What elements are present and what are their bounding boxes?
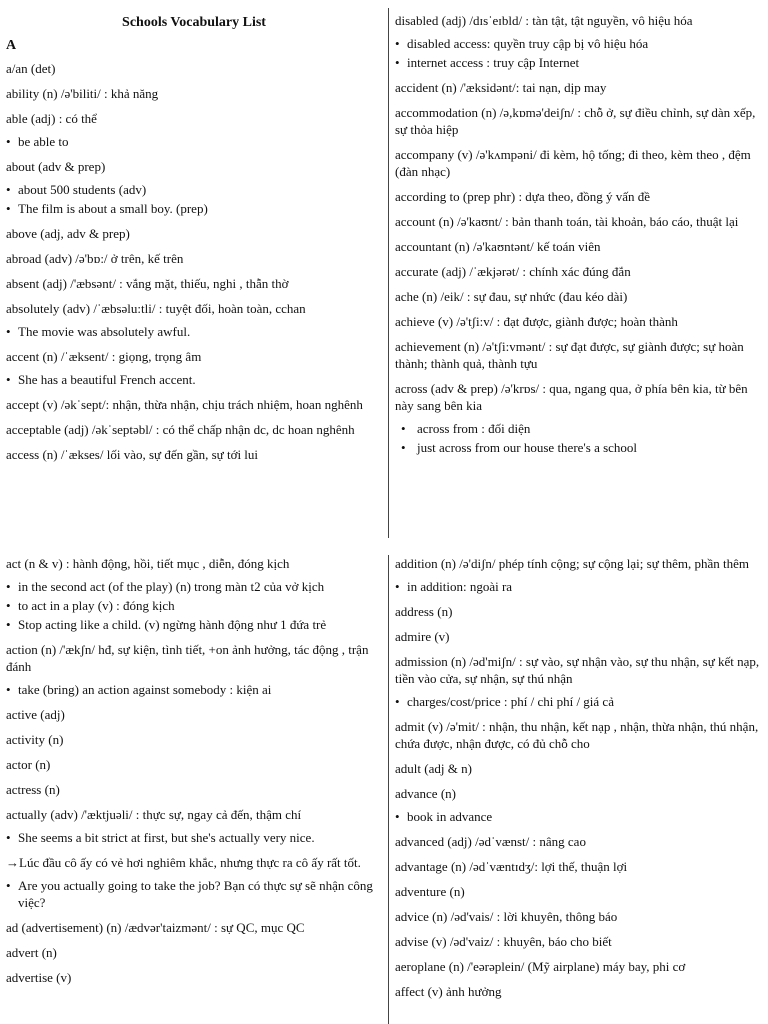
entry-list xyxy=(6,60,382,463)
example-list xyxy=(395,35,764,71)
example-list xyxy=(395,420,764,456)
example-item: • Are you actually going to take the job? Bạn có thực sự sẽ nhận công việc? xyxy=(6,877,382,911)
vocab-entry: activity (n) xyxy=(6,732,64,747)
vocab-entry: active (adj) xyxy=(6,707,65,722)
vocab-entry: about (adv & prep) xyxy=(6,159,106,174)
example-list xyxy=(6,681,382,698)
vocab-entry: advance (n) xyxy=(395,786,456,801)
vocab-entry: admire (v) xyxy=(395,629,450,644)
entry-list xyxy=(395,12,764,456)
example-item: • She seems a bit strict at first, but she's actually very nice. xyxy=(6,829,382,846)
vocab-entry: adventure (n) xyxy=(395,884,465,899)
example-item: • internet access : truy cập Internet xyxy=(395,54,764,71)
example-item: • disabled access: quyền truy cập bị vô hiệu hóa xyxy=(395,35,764,52)
example-item: • charges/cost/price : phí / chi phí / giá cả xyxy=(395,693,764,710)
vocab-entry: advanced (adj) /ədˈvænst/ : nâng cao xyxy=(395,834,586,849)
example-item: • about 500 students (adv) xyxy=(6,181,382,198)
example-item: • The film is about a small boy. (prep) xyxy=(6,200,382,217)
vocab-entry: admit (v) /ə'mit/ : nhận, thu nhận, kết nạp , nhận, thừa nhận, thú nhận, chứa được, nhận được, có đủ chỗ cho xyxy=(395,719,759,751)
bottom-left-column xyxy=(0,555,388,1024)
page-title: Schools Vocabulary List xyxy=(122,15,266,30)
vocab-entry: advantage (n) /ədˈvæntɪdʒ/: lợi thế, thuận lợi xyxy=(395,859,628,874)
vocab-entry: accompany (v) /ə'kʌmpəni/ đi kèm, hộ tống; đi theo, kèm theo , đệm (đàn nhạc) xyxy=(395,147,751,179)
example-item: • She has a beautiful French accent. xyxy=(6,371,382,388)
vocab-entry: advice (n) /əd'vais/ : lời khuyên, thông báo xyxy=(395,909,618,924)
top-right-column xyxy=(388,8,768,538)
vocab-entry: action (n) /'ækʃn/ hđ, sự kiện, tình tiết, +on ảnh hưởng, tác động , trận đánh xyxy=(6,642,369,674)
example-item: • just across from our house there's a school xyxy=(395,439,764,456)
example-list xyxy=(6,877,382,911)
example-list xyxy=(6,181,382,217)
example-item: • The movie was absolutely awful. xyxy=(6,323,382,340)
vocab-entry: advise (v) /əd'vaiz/ : khuyên, báo cho biết xyxy=(395,934,612,949)
example-item: • Stop acting like a child. (v) ngừng hành động như 1 đứa trẻ xyxy=(6,616,382,633)
example-list xyxy=(6,371,382,388)
example-list xyxy=(6,133,382,150)
example-item: • book in advance xyxy=(395,808,764,825)
vocab-entry: aeroplane (n) /'eərəplein/ (Mỹ airplane) máy bay, phi cơ xyxy=(395,959,686,974)
vocab-entry: →Lúc đầu cô ấy có vẻ hơi nghiêm khắc, nhưng thực ra cô ấy rất tốt. xyxy=(6,855,361,870)
vocab-entry: across (adv & prep) /ə'krɒs/ : qua, ngang qua, ở phía bên kia, từ bên này sang bên kia xyxy=(395,381,748,413)
vocab-entry: actor (n) xyxy=(6,757,51,772)
vocab-entry: able (adj) : có thể xyxy=(6,111,97,126)
vocab-entry: ability (n) /ə'biliti/ : khả năng xyxy=(6,86,159,101)
vocab-entry: act (n & v) : hành động, hồi, tiết mục , diễn, đóng kịch xyxy=(6,556,290,571)
vocab-entry: ad (advertisement) (n) /ædvər'taizmənt/ : sự QC, mục QC xyxy=(6,920,305,935)
vocab-entry: affect (v) ảnh hưởng xyxy=(395,984,502,999)
section-letter: A xyxy=(6,38,17,53)
example-item: • be able to xyxy=(6,133,382,150)
vocab-entry: a/an (det) xyxy=(6,61,56,76)
example-list xyxy=(395,578,764,595)
vocab-entry: absent (adj) /'æbsənt/ : vắng mặt, thiếu, nghi , thẫn thờ xyxy=(6,276,289,291)
vocab-entry: advertise (v) xyxy=(6,970,72,985)
vocab-entry: accent (n) /ˈæksent/ : giọng, trọng âm xyxy=(6,349,202,364)
vocab-entry: actually (adv) /'æktjuəli/ : thực sự, ngay cả đến, thậm chí xyxy=(6,807,302,822)
vocab-entry: admission (n) /əd'miʃn/ : sự vào, sự nhận vào, sự thu nhận, sự kết nạp, tiền vào cửa, sự nhận, sự thú nhận xyxy=(395,654,760,686)
example-item: • to act in a play (v) : đóng kịch xyxy=(6,597,382,614)
example-item: • in addition: ngoài ra xyxy=(395,578,764,595)
vocab-entry: accident (n) /'æksidənt/: tai nạn, dịp may xyxy=(395,80,607,95)
vocab-entry: ache (n) /eik/ : sự đau, sự nhức (đau kéo dài) xyxy=(395,289,628,304)
vocab-entry: account (n) /ə'kaʊnt/ : bản thanh toán, tài khoản, báo cáo, thuật lại xyxy=(395,214,739,229)
vocab-entry: abroad (adv) /ə'bɒ:/ ở trên, kế trên xyxy=(6,251,184,266)
entry-list xyxy=(6,555,382,986)
vocab-entry: accommodation (n) /ə,kɒmə'deiʃn/ : chỗ ở, sự điều chỉnh, sự dàn xếp, sự thỏa hiệp xyxy=(395,105,756,137)
example-item: • across from : đối diện xyxy=(395,420,764,437)
vocab-entry: disabled (adj) /dɪsˈeɪbld/ : tàn tật, tật nguyền, vô hiệu hóa xyxy=(395,13,693,28)
example-list xyxy=(6,578,382,633)
example-list xyxy=(395,808,764,825)
vocab-entry: achievement (n) /ə'tʃi:vmənt/ : sự đạt được, sự giành được; sự hoàn thành; thành quả, thành tựu xyxy=(395,339,744,371)
vocab-entry: accept (v) /əkˈsept/: nhận, thừa nhận, chịu trách nhiệm, hoan nghênh xyxy=(6,397,363,412)
bottom-right-column xyxy=(388,555,768,1024)
vocab-entry: address (n) xyxy=(395,604,453,619)
vocab-entry: accurate (adj) /ˈækjərət/ : chính xác đúng đắn xyxy=(395,264,631,279)
example-list xyxy=(6,829,382,846)
vocab-entry: adult (adj & n) xyxy=(395,761,472,776)
vocab-entry: advert (n) xyxy=(6,945,57,960)
example-list xyxy=(6,323,382,340)
top-left-column xyxy=(0,8,388,528)
vocab-entry: accountant (n) /ə'kaʊntənt/ kế toán viên xyxy=(395,239,601,254)
vocab-entry: absolutely (adv) /ˈæbsəlu:tli/ : tuyệt đối, hoàn toàn, cchan xyxy=(6,301,306,316)
vocab-entry: above (adj, adv & prep) xyxy=(6,226,130,241)
example-item: • in the second act (of the play) (n) trong màn t2 của vở kịch xyxy=(6,578,382,595)
vocab-entry: actress (n) xyxy=(6,782,60,797)
vocab-entry: access (n) /ˈækses/ lối vào, sự đến gần, sự tới lui xyxy=(6,447,259,462)
vocab-entry: acceptable (adj) /əkˈseptəbl/ : có thể chấp nhận dc, dc hoan nghênh xyxy=(6,422,355,437)
entry-list xyxy=(395,555,764,1000)
example-list xyxy=(395,693,764,710)
example-item: • take (bring) an action against somebody : kiện ai xyxy=(6,681,382,698)
vocab-entry: addition (n) /ə'diʃn/ phép tính cộng; sự cộng lại; sự thêm, phần thêm xyxy=(395,556,750,571)
vocab-entry: according to (prep phr) : dựa theo, đồng ý vấn đề xyxy=(395,189,651,204)
vocab-entry: achieve (v) /ə'tʃi:v/ : đạt được, giành được; hoàn thành xyxy=(395,314,678,329)
